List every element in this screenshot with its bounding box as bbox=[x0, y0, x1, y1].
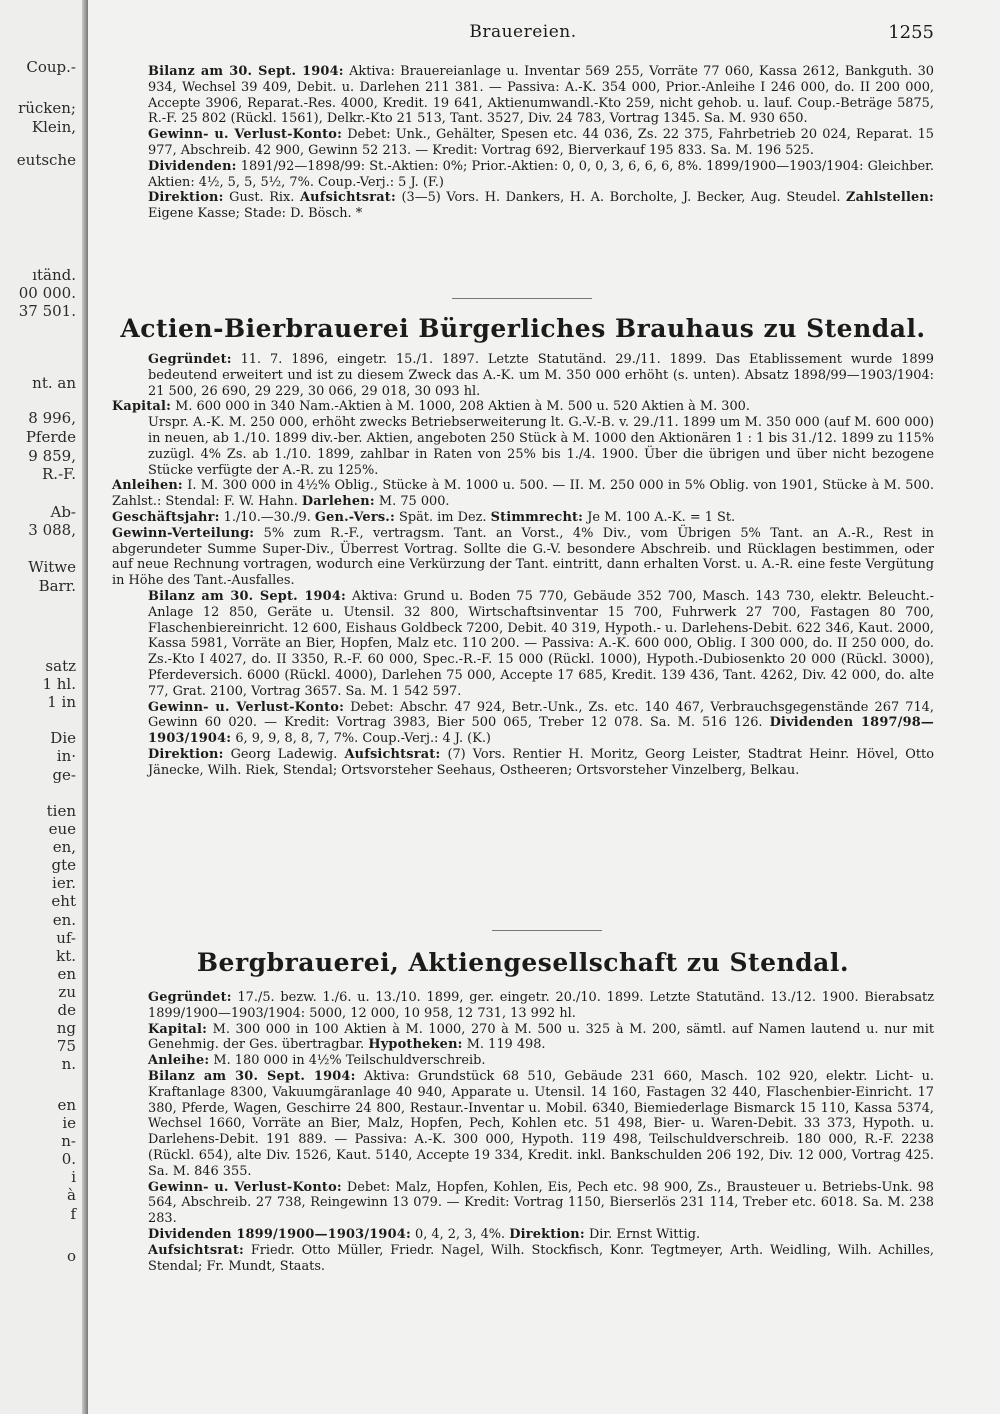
gegruendet-text: 17./5. bezw. 1./6. u. 13./10. 1899, ger. eingetr. 20./10. 1899. Letzte Statutänd. 13./12. 1900. Bierabsatz 1899/1900—1903/1904: 5000, 12 000, 10 958, 12 731, 13 992 hl. bbox=[148, 990, 934, 1021]
margin-fragment: 1 in bbox=[47, 693, 76, 711]
label-darlehen: Darlehen: bbox=[301, 494, 375, 510]
margin-fragment: zu bbox=[58, 983, 76, 1001]
label-dividenden: Dividenden 1899/1900—1903/1904: bbox=[148, 1226, 411, 1242]
margin-fragment: Klein, bbox=[31, 118, 76, 136]
running-header-title: Brauereien. bbox=[469, 22, 577, 42]
geschaeftsjahr-text: 1./10.—30./9. bbox=[219, 509, 315, 525]
margin-fragment: Die bbox=[50, 729, 76, 747]
guv-text: Debet: Malz, Hopfen, Kohlen, Eis, Pech etc. 98 900, Zs., Brausteuer u. Betriebs-Unk. 98 564, Abschreib. 27 738, Reingewinn 13 079. — Kredit: Vortrag 1150, Bierserlös 231 114, Treber etc. 6018. Sa. M. 238 283. bbox=[148, 1179, 934, 1227]
anleihe-text: M. 180 000 in 4½% Teilschuldverschreib. bbox=[209, 1053, 486, 1069]
gewinn-verteilung-text: 5% zum R.-F., vertragsm. Tant. an Vorst., 4% Div., vom Übrigen 5% Tant. an A.-R., Rest in abgerundeter Summe Super-Div., Überrest Vortrag. Sollte die G.-V. besondere Abschreib. und Rücklagen bestimmen, oder auf neue Rechnung vortragen, wodurch eine Verkürzung der Tant. eintritt, dann erhalten Vorst. u. A.-R. eine feste Vergütung in Höhe des Tant.-Ausfalles. bbox=[112, 525, 934, 589]
kapital-text: M. 600 000 in 340 Nam.-Aktien à M. 1000, 208 Aktien à M. 500 u. 520 Aktien à M. 300. bbox=[171, 399, 750, 415]
margin-fragment: in· bbox=[56, 747, 76, 765]
label-kapital: Kapital: bbox=[112, 399, 172, 415]
margin-fragment: 1 hl. bbox=[42, 675, 76, 693]
gegruendet-text: 11. 7. 1896, eingetr. 15./1. 1897. Letzte Statutänd. 29./11. 1899. Das Etablissement wurde 1899 bedeutend erweitert und ist zu diesem Zweck das A.-K. um M. 350 000 erhöht (s. unten). Absatz 1898/99—1903/1904: 21 500, 26 690, 29 229, 30 066, 29 018, 30 093 hl. bbox=[148, 352, 934, 399]
label-direktion: Direktion: bbox=[148, 746, 224, 762]
book-gutter-shadow bbox=[82, 0, 88, 1414]
label-geschaeftsjahr: Geschäftsjahr: bbox=[112, 509, 220, 525]
zahlstellen-text: Eigene Kasse; Stade: D. Bösch. * bbox=[148, 206, 363, 222]
label-guv: Gewinn- u. Verlust-Konto: bbox=[148, 127, 343, 143]
margin-fragment: 00 000. bbox=[18, 284, 76, 302]
margin-fragment: tien bbox=[46, 802, 76, 820]
margin-fragment: Barr. bbox=[38, 577, 76, 595]
margin-fragment: 8 996, bbox=[28, 409, 76, 427]
capital-paragraph bbox=[112, 399, 934, 415]
margin-fragment: o bbox=[66, 1247, 76, 1265]
label-direktion: Direktion: bbox=[148, 190, 224, 206]
label-dividenden: Dividenden: bbox=[148, 158, 237, 174]
founded-paragraph bbox=[112, 990, 934, 1022]
margin-fragment: f bbox=[70, 1205, 76, 1223]
balance-sheet-paragraph bbox=[112, 64, 934, 127]
entry-bergbrauerei bbox=[112, 990, 934, 1274]
margin-fragment: gte bbox=[51, 856, 76, 874]
dividenden-text: 6, 9, 9, 8, 8, 7, 7%. Coup.-Verj.: 4 J. (K.) bbox=[231, 731, 491, 747]
label-gen-vers: Gen.-Vers.: bbox=[314, 509, 395, 525]
section-divider bbox=[492, 930, 602, 931]
margin-fragment: ng bbox=[56, 1019, 76, 1037]
margin-fragment: de bbox=[57, 1001, 76, 1019]
label-anleihen: Anleihen: bbox=[112, 478, 183, 494]
margin-fragment: Coup.- bbox=[26, 58, 76, 76]
margin-fragment: uf- bbox=[56, 929, 76, 947]
margin-fragment: ie bbox=[62, 1114, 76, 1132]
dividenden-text: 0, 4, 2, 3, 4%. bbox=[410, 1226, 510, 1242]
capital-history-paragraph bbox=[112, 415, 934, 478]
margin-fragment: rücken; bbox=[18, 99, 76, 117]
profit-distribution-paragraph bbox=[112, 526, 934, 589]
hypotheken-text: M. 119 498. bbox=[462, 1037, 546, 1053]
margin-fragment: en. bbox=[52, 911, 76, 929]
margin-fragment: Ab- bbox=[50, 503, 76, 521]
label-bilanz: Bilanz am 30. Sept. 1904: bbox=[148, 588, 346, 604]
margin-fragment: ıtänd. bbox=[32, 266, 76, 284]
margin-fragment: en, bbox=[52, 838, 76, 856]
direktion-text: Dir. Ernst Wittig. bbox=[584, 1226, 701, 1242]
margin-fragment: 3 088, bbox=[28, 521, 76, 539]
margin-fragment: R.-F. bbox=[42, 465, 76, 483]
label-stimmrecht: Stimmrecht: bbox=[490, 509, 584, 525]
gen-vers-text: Spät. im Dez. bbox=[394, 509, 491, 525]
profit-loss-paragraph bbox=[112, 127, 934, 159]
guv-text: Debet: Unk., Gehälter, Spesen etc. 44 036, Zs. 22 375, Fahrbetrieb 20 024, Reparat. 15 977, Abschreib. 42 900, Gewinn 52 213. — Kredit: Vortrag 692, Bierverkauf 195 833. Sa. M. 196 525. bbox=[148, 127, 934, 158]
label-anleihe: Anleihe: bbox=[148, 1053, 210, 1069]
entry-continuation bbox=[112, 64, 934, 222]
anleihen-text: I. M. 300 000 in 4½% Oblig., Stücke à M. 1000 u. 500. — II. M. 250 000 in 5% Oblig. von 1901, Stücke à M. 500. Zahlst.: Stendal: F. W. Hahn. bbox=[112, 478, 934, 510]
darlehen-text: M. 75 000. bbox=[374, 494, 450, 510]
company-title-buergerliches-brauhaus: Actien-Bierbrauerei Bürgerliches Brauhaus zu Stendal. bbox=[120, 314, 926, 343]
label-zahlstellen: Zahlstellen: bbox=[846, 190, 934, 206]
bilanz-text: Aktiva: Grund u. Boden 75 770, Gebäude 352 700, Masch. 143 730, elektr. Beleucht.-Anlage 12 850, Geräte u. Utensil. 32 800, Wirtschaftsinventar 15 700, Fuhrwerk 27 700, Fastagen 80 700, Flaschenbiereinricht. 12 600, Eishaus Goldbeck 7200, Debit. 40 319, Hypoth.- u. Darlehens-Debit. 622 346, Kaut. 2000, Kassa 5981, Vorräte an Bier, Hopfen, Malz etc. 110 200. — Passiva: A.-K. 600 000, Oblig. I 300 000, do. II 250 000, do. Zs.-Kto I 4027, do. II 3350, R.-F. 60 000, Spec.-R.-F. 15 000 (Rückl. 1000), Hypoth.-Dubiosenkto 20 000 (Rückl. 3000), Pferdeversich. 6000 (Rückl. 4000), Darlehen 75 000, Accepte 17 685, Kredit. 139 436, Tant. 4262, Div. 42 000, do. alte 77, Grat. 2100, Vortrag 3657. Sa. M. 1 542 597. bbox=[148, 588, 934, 699]
capital-paragraph bbox=[112, 1022, 934, 1054]
aufsichtsrat-text: (3—5) Vors. H. Dankers, H. A. Borcholte, J. Becker, Aug. Steudel. bbox=[395, 190, 847, 206]
margin-fragment: i bbox=[71, 1168, 76, 1186]
bilanz-text: Aktiva: Brauereianlage u. Inventar 569 255, Vorräte 77 060, Kassa 2612, Bankguth. 30 934, Wechsel 39 409, Debit. u. Darlehen 211 381. — Passiva: A.-K. 354 000, Prior.-Anleihe I 246 000, do. II 200 000, Accepte 3906, Reparat.-Res. 4000, Kredit. 19 641, Aktienumwandl.-Kto 259, nicht gehob. u. lauf. Coup.-Beträge 5875, R.-F. 25 802 (Rückl. 1561), Delkr.-Kto 21 513, Tant. 3527, Div. 24 783, Vortrag 1345. Sa. M. 930 650. bbox=[148, 64, 934, 127]
profit-loss-paragraph bbox=[112, 700, 934, 747]
margin-fragment: 37 501. bbox=[18, 302, 76, 320]
management-paragraph bbox=[112, 190, 934, 222]
margin-fragment: kt. bbox=[56, 947, 76, 965]
margin-fragment: n. bbox=[61, 1055, 76, 1073]
margin-fragment: satz bbox=[45, 657, 76, 675]
margin-fragment: en bbox=[57, 965, 76, 983]
label-kapital: Kapital: bbox=[148, 1021, 208, 1037]
label-guv: Gewinn- u. Verlust-Konto: bbox=[148, 699, 345, 715]
supervisory-board-paragraph bbox=[112, 1243, 934, 1275]
label-guv: Gewinn- u. Verlust-Konto: bbox=[148, 1179, 342, 1195]
loans-paragraph bbox=[112, 478, 934, 510]
margin-fragment: eht bbox=[51, 892, 76, 910]
founded-paragraph bbox=[112, 352, 934, 399]
kapital-history-text: Urspr. A.-K. M. 250 000, erhöht zwecks Betriebserweiterung lt. G.-V.-B. v. 29./11. 1899 um M. 350 000 (auf M. 600 000) in neuen, ab 1./10. 1899 div.-ber. Aktien, angeboten 250 Stück à M. 1000 den Aktionären 1 : 1 bis 31./12. 1899 zu 115% zuzügl. 4% Zs. ab 1./10. 1899, zahlbar in Raten von 25% bis 1./4. 1900. Über die übrigen und über nicht bezogene Stücke verfügte der A.-R. zu 125%. bbox=[148, 415, 934, 478]
running-header bbox=[112, 22, 934, 44]
label-gegruendet: Gegründet: bbox=[148, 352, 232, 367]
aufsichtsrat-text: (7) Vors. Rentier H. Moritz, Georg Leister, Stadtrat Heinr. Hövel, Otto Jänecke, Wilh. Riek, Stendal; Ortsvorsteher Seehaus, Ostheeren; Ortsvorsteher Vinzelberg, Belkau. bbox=[148, 746, 934, 778]
stimmrecht-text: Je M. 100 A.-K. = 1 St. bbox=[583, 509, 736, 525]
label-bilanz: Bilanz am 30. Sept. 1904: bbox=[148, 64, 344, 79]
page-number: 1255 bbox=[888, 22, 934, 43]
margin-fragment: ge- bbox=[52, 766, 76, 784]
label-direktion: Direktion: bbox=[509, 1226, 585, 1242]
dividenden-text: 1891/92—1898/99: St.-Aktien: 0%; Prior.-Aktien: 0, 0, 0, 3, 6, 6, 6, 8%. 1899/1900—1903/1904: Gleichber. Aktien: 4½, 5, 5, 5½, 7%. Coup.-Verj.: 5 J. (F.) bbox=[148, 158, 934, 190]
margin-fragment: 9 859, bbox=[28, 447, 76, 465]
label-gewinn-verteilung: Gewinn-Verteilung: bbox=[112, 525, 255, 541]
margin-fragment: ier. bbox=[52, 874, 76, 892]
loans-paragraph bbox=[112, 1053, 934, 1069]
label-aufsichtsrat: Aufsichtsrat: bbox=[148, 1242, 244, 1258]
margin-fragment: Witwe bbox=[28, 558, 76, 576]
direktion-text: Gust. Rix. bbox=[223, 190, 300, 206]
label-bilanz: Bilanz am 30. Sept. 1904: bbox=[148, 1068, 356, 1084]
dividends-paragraph bbox=[112, 159, 934, 191]
management-paragraph bbox=[112, 747, 934, 779]
kapital-text: M. 300 000 in 100 Aktien à M. 1000, 270 à M. 500 u. 325 à M. 200, sämtl. auf Namen lautend u. nur mit Genehmig. der Ges. übertragbar. bbox=[148, 1021, 934, 1053]
margin-fragment: en bbox=[57, 1096, 76, 1114]
balance-sheet-paragraph bbox=[112, 1069, 934, 1180]
margin-fragment: eue bbox=[48, 820, 76, 838]
label-hypotheken: Hypotheken: bbox=[368, 1037, 463, 1053]
margin-fragment: eutsche bbox=[16, 151, 76, 169]
label-gegruendet: Gegründet: bbox=[148, 990, 232, 1005]
document-page bbox=[112, 0, 934, 1414]
dividends-paragraph bbox=[112, 1227, 934, 1243]
section-divider bbox=[452, 298, 592, 299]
company-title-bergbrauerei: Bergbrauerei, Aktiengesellschaft zu Stendal. bbox=[196, 948, 850, 977]
margin-fragment: nt. an bbox=[32, 374, 76, 392]
entry-buergerliches-brauhaus bbox=[112, 352, 934, 779]
margin-fragment: à bbox=[67, 1186, 76, 1204]
aufsichtsrat-text: Friedr. Otto Müller, Friedr. Nagel, Wilh. Stockfisch, Konr. Tegtmeyer, Arth. Weidling, Wilh. Achilles, Stendal; Fr. Mundt, Staats. bbox=[148, 1242, 934, 1274]
margin-fragment: n- bbox=[61, 1132, 76, 1150]
balance-sheet-paragraph bbox=[112, 589, 934, 700]
fiscal-year-paragraph bbox=[112, 510, 934, 526]
margin-fragment: 75 bbox=[56, 1037, 76, 1055]
direktion-text: Georg Ladewig. bbox=[223, 746, 345, 762]
label-aufsichtsrat: Aufsichtsrat: bbox=[299, 190, 396, 206]
margin-fragment: Pferde bbox=[25, 428, 76, 446]
profit-loss-paragraph bbox=[112, 1180, 934, 1227]
adjacent-page-edge bbox=[0, 0, 88, 1414]
label-aufsichtsrat: Aufsichtsrat: bbox=[344, 746, 441, 762]
guv-text: Debet: Abschr. 47 924, Betr.-Unk., Zs. etc. 140 467, Verbrauchsgegenstände 267 714, Gewinn 60 020. — Kredit: Vortrag 3983, Bier 500 065, Treber 12 078. Sa. M. 516 126. bbox=[148, 699, 934, 731]
bilanz-text: Aktiva: Grundstück 68 510, Gebäude 231 660, Masch. 102 920, elektr. Licht- u. Kraftanlage 8300, Vakuumgäranlage 40 940, Apparate u. Utensil. 14 160, Fastagen 32 440, Flaschenbier-Einricht. 17 380, Pferde, Wagen, Geschirre 24 800, Restaur.-Inventar u. Mobil. 6340, Biemiederlage Bismarck 15 110, Kassa 5374, Wechsel 1660, Vorräte an Bier, Malz, Hopfen, Pech, Kohlen etc. 51 498, Bier- u. Waren-Debit. 33 373, Hypoth. u. Darlehens-Debit. 191 889. — Passiva: A.-K. 300 000, Hypoth. 119 498, Teilschuldverschreib. 180 000, R.-F. 2238 (Rückl. 654), alte Div. 1526, Kaut. 5140, Accepte 19 334, Kredit. inkl. Bankschulden 206 192, Div. 12 000, Vortrag 425. Sa. M. 846 355. bbox=[148, 1068, 934, 1179]
label-dividenden: Dividenden 1897/98—1903/1904: bbox=[148, 715, 934, 747]
margin-fragment: 0. bbox=[61, 1150, 76, 1168]
